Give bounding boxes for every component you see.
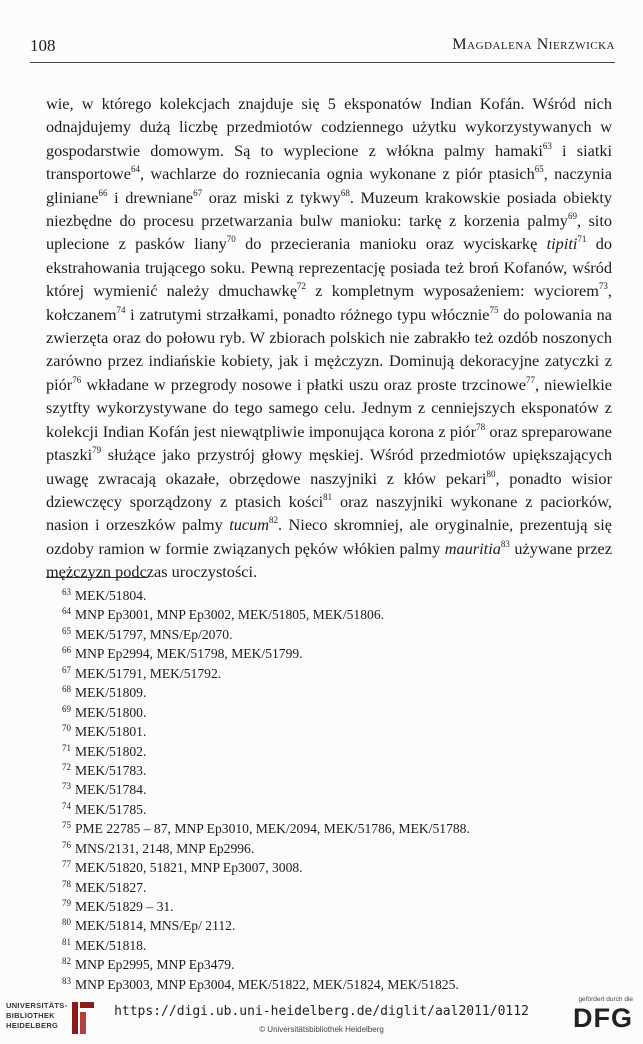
footnote-rule — [46, 577, 148, 578]
footnote-number: 72 — [62, 761, 71, 772]
footnotes — [46, 583, 612, 991]
footnote-ref[interactable]: 81 — [323, 491, 333, 502]
header-rule — [30, 62, 615, 63]
page-number: 108 — [30, 36, 56, 55]
text-run: oraz spreparowane ptaszki — [46, 421, 613, 465]
footnote-number: 67 — [62, 664, 71, 675]
footnote-number: 70 — [62, 723, 71, 734]
viewer-footer — [0, 990, 643, 1044]
footnote-ref[interactable]: 69 — [567, 211, 577, 222]
footnote-text: MEK/51797, MNS/Ep/2070. — [75, 626, 233, 642]
footnote — [46, 972, 612, 991]
footnote-number: 75 — [62, 820, 71, 831]
footnote-number: 83 — [62, 975, 71, 986]
footnote-ref[interactable]: 74 — [116, 304, 126, 315]
footnote-number: 81 — [62, 936, 71, 947]
footnote-number: 77 — [62, 859, 71, 870]
text-run: . Nieco skromniej, ale oryginalnie, prezentują się ozdoby ramion w formie związanych pęków włókien palmy — [46, 515, 612, 558]
footnote — [46, 719, 612, 738]
footnote-ref[interactable]: 65 — [534, 164, 544, 175]
dfg-funding-logo — [563, 996, 633, 1038]
footnote-number: 63 — [62, 587, 71, 597]
footnote-text: MEK/51818. — [75, 937, 147, 953]
footnote-ref[interactable]: 83 — [500, 538, 510, 549]
footnote-text: MEK/51804. — [75, 588, 147, 603]
footnote-number: 68 — [62, 684, 71, 695]
footnote-text: MEK/51784. — [75, 782, 147, 798]
text-run: używane przez mężczyzn podczas uroczystości. — [46, 538, 613, 582]
footnote-ref[interactable]: 72 — [297, 281, 307, 292]
footnote-ref[interactable]: 82 — [269, 515, 278, 526]
footnote — [46, 641, 612, 660]
page-header — [30, 36, 615, 60]
body-paragraph — [46, 92, 612, 584]
footnote — [46, 700, 612, 719]
footnote-text: MNS/2131, 2148, MNP Ep2996. — [75, 840, 255, 856]
text-run: i drewniane — [107, 187, 194, 207]
text-run: z kompletnym wyposażeniem: wyciorem — [306, 281, 599, 301]
footnote — [46, 816, 612, 835]
footnote — [46, 602, 612, 621]
footnote-number: 64 — [62, 606, 71, 617]
footnote-ref[interactable]: 73 — [598, 281, 608, 292]
footnote-text: MEK/51802. — [75, 743, 147, 759]
footnote-number: 65 — [62, 625, 71, 636]
footnote-number: 79 — [62, 898, 71, 908]
footnote-text: MNP Ep2994, MEK/51798, MEK/51799. — [75, 646, 303, 662]
footnote — [46, 661, 612, 680]
footnote-number: 74 — [62, 800, 71, 811]
italic-term: tipiti — [546, 234, 578, 254]
footnote-number: 82 — [62, 956, 71, 967]
footnote-number: 69 — [62, 703, 71, 714]
italic-term: mauritia — [444, 538, 501, 558]
text-run: , kołczanem — [46, 281, 612, 324]
footnote-text: PME 22785 – 87, MNP Ep3010, MEK/2094, MEK/51786, MEK/51788. — [75, 821, 470, 837]
footnote-number: 66 — [62, 645, 71, 656]
text-run: , sito uplecione z pasków liany — [46, 211, 612, 254]
text-run: wkładane w przegrody nosowe i płatki uszu oraz proste trzcinowe — [81, 374, 526, 394]
footnote-text: MEK/51829 – 31. — [75, 899, 174, 914]
footnote-ref[interactable]: 64 — [131, 164, 140, 175]
text-run: i zatrutymi strzałkami, ponadto różnego typu włócznie — [125, 304, 490, 324]
text-run: oraz naszyjniki wykonane z paciorków, nasion i orzeszków palmy — [46, 491, 612, 535]
footnote-number: 78 — [62, 878, 71, 889]
copyright-notice: © Universitätsbibliothek Heidelberg — [259, 1025, 384, 1034]
permalink-url[interactable]: https://digi.ub.uni-heidelberg.de/diglit/aal2011/0112 — [114, 1004, 529, 1019]
footnote-text: MNP Ep2995, MNP Ep3479. — [75, 957, 235, 973]
footnote-text: MEK/51814, MNS/Ep/ 2112. — [75, 918, 236, 934]
footnote — [46, 777, 612, 796]
text-run: do przecierania manioku oraz wyciskarkę — [235, 234, 547, 254]
text-run: i siatki transportowe — [46, 140, 613, 184]
footnote — [46, 933, 612, 952]
text-run: , wachlarze do rozniecania ognia wykonane z piór ptasich — [140, 164, 535, 184]
footnote-ref[interactable]: 63 — [542, 140, 552, 151]
footnote — [46, 680, 612, 699]
dfg-caption: gefördert durch die — [578, 996, 633, 1003]
logo-line: UNIVERSITÄTS- — [6, 1001, 68, 1010]
footnote-text: MEK/51791, MEK/51792. — [75, 665, 222, 681]
footnote-text: MEK/51801. — [75, 724, 147, 740]
footnote-text: MEK/51827. — [75, 879, 147, 895]
footnote — [46, 952, 612, 971]
footnote — [46, 797, 612, 816]
footnote — [46, 758, 612, 777]
footnote-number: 80 — [62, 917, 71, 928]
text-run: do polowania na zwierzęta oraz do połowu ryb. W zbiorach polskich nie zabrakło też ozdób noszonych zarówno przez indiańskie kobiety, jak i mężczyzn. Dominują dekoracyjne zatyczki z piór — [46, 304, 612, 394]
footnote — [46, 836, 612, 855]
footnote — [46, 739, 612, 758]
logo-line: HEIDELBERG — [6, 1021, 59, 1030]
footnote-ref[interactable]: 78 — [476, 421, 486, 432]
footnote-ref[interactable]: 75 — [489, 304, 499, 315]
footnote-ref[interactable]: 68 — [340, 187, 350, 198]
footnote-text: MEK/51783. — [75, 762, 147, 778]
text-run: . Muzeum krakowskie posiada obiekty niezbędne do procesu przetwarzania bulw manioku: tarkę z korzenia palmy — [46, 187, 612, 231]
footnote-ref[interactable]: 77 — [525, 374, 535, 385]
footnote-ref[interactable]: 80 — [486, 468, 496, 479]
footnote — [46, 894, 612, 913]
logo-line: BIBLIOTHEK — [6, 1011, 55, 1020]
footnote-number: 76 — [62, 839, 71, 850]
text-run: służące jako przystrój głowy męskiej. Wśród przedmiotów upiększających uwagę zwracają okazałe, obrzędowe naszyjniki z kłów pekari — [46, 445, 612, 488]
footnote-ref[interactable]: 66 — [98, 187, 108, 198]
footnote-text: MNP Ep3001, MNP Ep3002, MEK/51805, MEK/51806. — [75, 607, 385, 623]
text-run: do ekstrahowania trującego soku. Pewną reprezentację posiada też broń Kofanów, wśród której wymienić należy dmuchawkę — [46, 234, 612, 301]
text-run: , naczynia gliniane — [46, 164, 612, 207]
text-run: , niewielkie szytfty wykorzystywane do tego samego celu. Jednym z cenniejszych eksponatów z kolekcji Indian Kofán jest niewątpliwie imponująca korona z piór — [46, 374, 612, 441]
text-run: oraz miski z tykwy — [202, 187, 341, 207]
text-run: , ponadto wisior dziewczęcy sporządzony z ptasich kości — [46, 468, 612, 511]
footnote-number: 73 — [62, 781, 71, 792]
footnote-text: MNP Ep3003, MNP Ep3004, MEK/51822, MEK/51824, MEK/51825. — [75, 976, 459, 992]
footnote — [46, 855, 612, 874]
footnote — [46, 622, 612, 641]
footnote-ref[interactable]: 76 — [72, 374, 82, 385]
footnote — [46, 913, 612, 932]
running-head: Magdalena Nierzwicka — [452, 36, 615, 53]
footnote-text: MEK/51800. — [75, 704, 147, 720]
body-text — [46, 92, 612, 584]
footnote-ref[interactable]: 79 — [92, 445, 102, 456]
dfg-wordmark: DFG — [573, 1003, 633, 1033]
text-run: wie, w którego kolekcjach znajduje się 5 eksponatów Indian Kofán. Wśród nich odnajdujemy dużą liczbę przedmiotów codziennego użytku wykorzystywanych w gospodarstwie domowym. Są to wyplecione z włókna palmy hamaki — [46, 94, 612, 160]
italic-term: tucum — [229, 515, 269, 535]
footnote-text: MEK/51809. — [75, 685, 147, 701]
footnote — [46, 583, 612, 602]
footnote-ref[interactable]: 70 — [226, 234, 236, 245]
footnote-ref[interactable]: 71 — [577, 234, 587, 245]
footnote — [46, 875, 612, 894]
footnote-ref[interactable]: 67 — [193, 187, 203, 198]
footnote-number: 71 — [62, 742, 71, 753]
footnote-text: MEK/51785. — [75, 801, 147, 817]
footnote-text: MEK/51820, 51821, MNP Ep3007, 3008. — [75, 860, 303, 876]
